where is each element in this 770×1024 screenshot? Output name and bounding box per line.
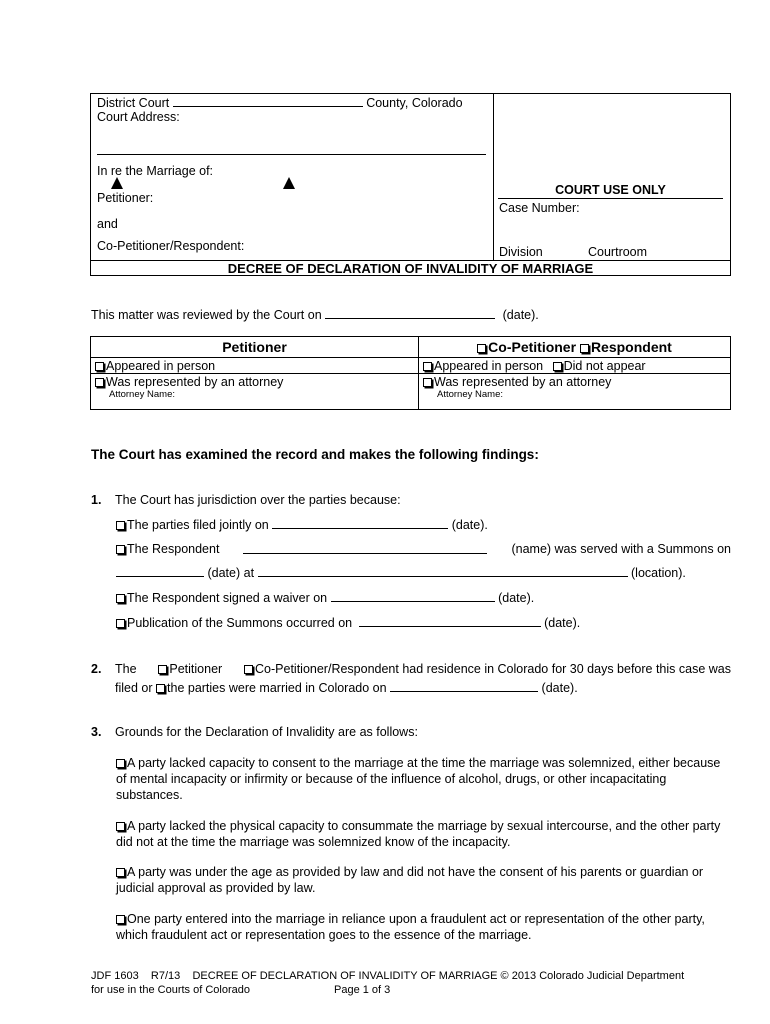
- ground-c-checkbox[interactable]: [116, 868, 125, 877]
- filed-jointly-option: [116, 517, 488, 532]
- respondent-served-mid: (name) was served with a Summons on: [511, 542, 731, 556]
- waiver-suffix: (date).: [498, 591, 535, 605]
- item2-petitioner-checkbox[interactable]: [158, 665, 167, 674]
- respondent-attorney-name-label: Attorney Name:: [437, 389, 503, 400]
- footer-line1: JDF 1603 R7/13 DECREE OF DECLARATION OF INVALIDITY OF MARRIAGE © 2013 Colorado Judicial Department: [91, 970, 685, 982]
- ground-a: [116, 755, 731, 803]
- courtroom-label: Courtroom: [588, 245, 648, 259]
- petitioner-attorney-name-label: Attorney Name:: [109, 389, 175, 400]
- triangle-marker-icon: [283, 177, 295, 189]
- ground-a-checkbox[interactable]: [116, 759, 125, 768]
- ground-c-text: A party was under the age as provided by law and did not have the consent of his parents or guardian or judicial approval as provided by law.: [116, 865, 704, 895]
- waiver-checkbox[interactable]: [116, 594, 125, 603]
- reviewed-line: [91, 307, 539, 322]
- parties-table: [90, 336, 731, 410]
- triangle-marker-icon: [111, 177, 123, 189]
- item2-petitioner-label: Petitioner: [169, 662, 223, 676]
- petitioner-represented-label: Was represented by an attorney: [106, 375, 284, 389]
- page-number: Page 1 of 3: [334, 984, 391, 996]
- publication-option: [116, 615, 580, 630]
- item2-line2: [115, 680, 578, 695]
- served-date-label: (date) at: [207, 566, 255, 580]
- district-court-label: District Court: [97, 96, 170, 110]
- reviewed-suffix: (date).: [502, 308, 539, 322]
- item1-number: 1.: [91, 493, 102, 507]
- petitioner-label: Petitioner:: [97, 191, 154, 205]
- item3-text: Grounds for the Declaration of Invalidity are as follows:: [115, 725, 418, 739]
- respondent-attorney-cell: [419, 374, 731, 410]
- ground-b-text: A party lacked the physical capacity to consummate the marriage by sexual intercourse, and the other party did not at the time the marriage was solemnized know of the incapacity.: [116, 819, 721, 849]
- ground-a-text: A party lacked capacity to consent to the marriage at the time the marriage was solemnized, either because of mental incapacity or infirmity or because of the influence of alcohol, drugs, or other incapacitating substances.: [116, 756, 721, 802]
- co-petitioner-checkbox[interactable]: [477, 344, 486, 353]
- waiver-label: The Respondent signed a waiver on: [127, 591, 328, 605]
- respondent-header-label: Respondent: [590, 339, 672, 355]
- co-petitioner-label: Co-Petitioner/Respondent:: [97, 239, 245, 253]
- item2-number: 2.: [91, 662, 102, 676]
- respondent-served-option: [116, 542, 731, 556]
- caption-separator: [97, 154, 486, 155]
- court-address-label: Court Address:: [97, 110, 180, 124]
- co-petitioner-header-label: Co-Petitioner: [488, 339, 577, 355]
- respondent-appeared-checkbox[interactable]: [423, 362, 432, 371]
- item2-the: The: [115, 662, 137, 676]
- publication-suffix: (date).: [544, 616, 581, 630]
- respondent-served-label: The Respondent: [127, 542, 220, 556]
- division-label: Division: [499, 245, 543, 259]
- reviewed-prefix: This matter was reviewed by the Court on: [91, 308, 322, 322]
- district-court-line: [97, 95, 463, 110]
- filed-jointly-label: The parties filed jointly on: [127, 518, 269, 532]
- ground-d-checkbox[interactable]: [116, 915, 125, 924]
- caption-divider: [493, 93, 494, 260]
- decree-title: DECREE OF DECLARATION OF INVALIDITY OF MARRIAGE: [227, 261, 594, 276]
- respondent-represented-checkbox[interactable]: [423, 378, 432, 387]
- respondent-appeared-cell: [419, 358, 731, 374]
- item1-text: The Court has jurisdiction over the parties because:: [115, 493, 401, 507]
- ground-c: [116, 864, 731, 896]
- filed-jointly-suffix: (date).: [451, 518, 488, 532]
- served-date-field[interactable]: [116, 565, 204, 577]
- ground-d-text: One party entered into the marriage in reliance upon a fraudulent act or representation of the other party, which fraudulent act or representation goes to the essence of the marriage.: [116, 912, 705, 942]
- ground-d: [116, 911, 731, 943]
- footer-line2: for use in the Courts of Colorado: [91, 984, 250, 996]
- item2-co-petitioner-label: Co-Petitioner/Respondent had residence in Colorado for 30 days before this case was: [255, 662, 731, 676]
- respondent-checkbox[interactable]: [580, 344, 589, 353]
- co-petitioner-header: [419, 337, 731, 358]
- item2-date-suffix: (date).: [541, 681, 578, 695]
- petitioner-appeared-checkbox[interactable]: [95, 362, 104, 371]
- item2-line1: [115, 662, 731, 676]
- waiver-date-field[interactable]: [331, 590, 495, 602]
- respondent-served-line2: [116, 565, 686, 580]
- respondent-not-appear-checkbox[interactable]: [553, 362, 562, 371]
- filed-jointly-checkbox[interactable]: [116, 521, 125, 530]
- petitioner-appeared-cell: [91, 358, 419, 374]
- respondent-served-checkbox[interactable]: [116, 545, 125, 554]
- court-use-only-label: COURT USE ONLY: [498, 183, 723, 199]
- publication-label: Publication of the Summons occurred on: [127, 616, 353, 630]
- ground-b: [116, 818, 731, 850]
- petitioner-attorney-cell: [91, 374, 419, 410]
- reviewed-date-field[interactable]: [325, 307, 495, 319]
- case-number-label: Case Number:: [499, 201, 580, 215]
- petitioner-appeared-label: Appeared in person: [106, 359, 216, 373]
- filed-jointly-date-field[interactable]: [272, 517, 448, 529]
- findings-heading: The Court has examined the record and makes the following findings:: [91, 447, 539, 462]
- respondent-not-appear-label: Did not appear: [563, 359, 646, 373]
- item2-married-date-field[interactable]: [390, 680, 538, 692]
- item2-filed-or: filed or: [115, 681, 153, 695]
- respondent-represented-label: Was represented by an attorney: [434, 375, 612, 389]
- county-label: County, Colorado: [366, 96, 463, 110]
- petitioner-header: Petitioner: [91, 337, 419, 358]
- item2-co-petitioner-checkbox[interactable]: [244, 665, 253, 674]
- petitioner-represented-checkbox[interactable]: [95, 378, 104, 387]
- in-re-label: In re the Marriage of:: [97, 164, 214, 178]
- item2-married-label: the parties were married in Colorado on: [167, 681, 387, 695]
- ground-b-checkbox[interactable]: [116, 822, 125, 831]
- respondent-name-field[interactable]: [243, 542, 487, 554]
- item3-number: 3.: [91, 725, 102, 739]
- item2-married-checkbox[interactable]: [156, 684, 165, 693]
- district-court-field[interactable]: [173, 95, 363, 107]
- waiver-option: [116, 590, 534, 605]
- and-label: and: [97, 217, 118, 231]
- publication-date-field[interactable]: [359, 615, 541, 627]
- served-location-field[interactable]: [258, 565, 628, 577]
- served-location-label: (location).: [631, 566, 686, 580]
- publication-checkbox[interactable]: [116, 619, 125, 628]
- respondent-appeared-label: Appeared in person: [434, 359, 544, 373]
